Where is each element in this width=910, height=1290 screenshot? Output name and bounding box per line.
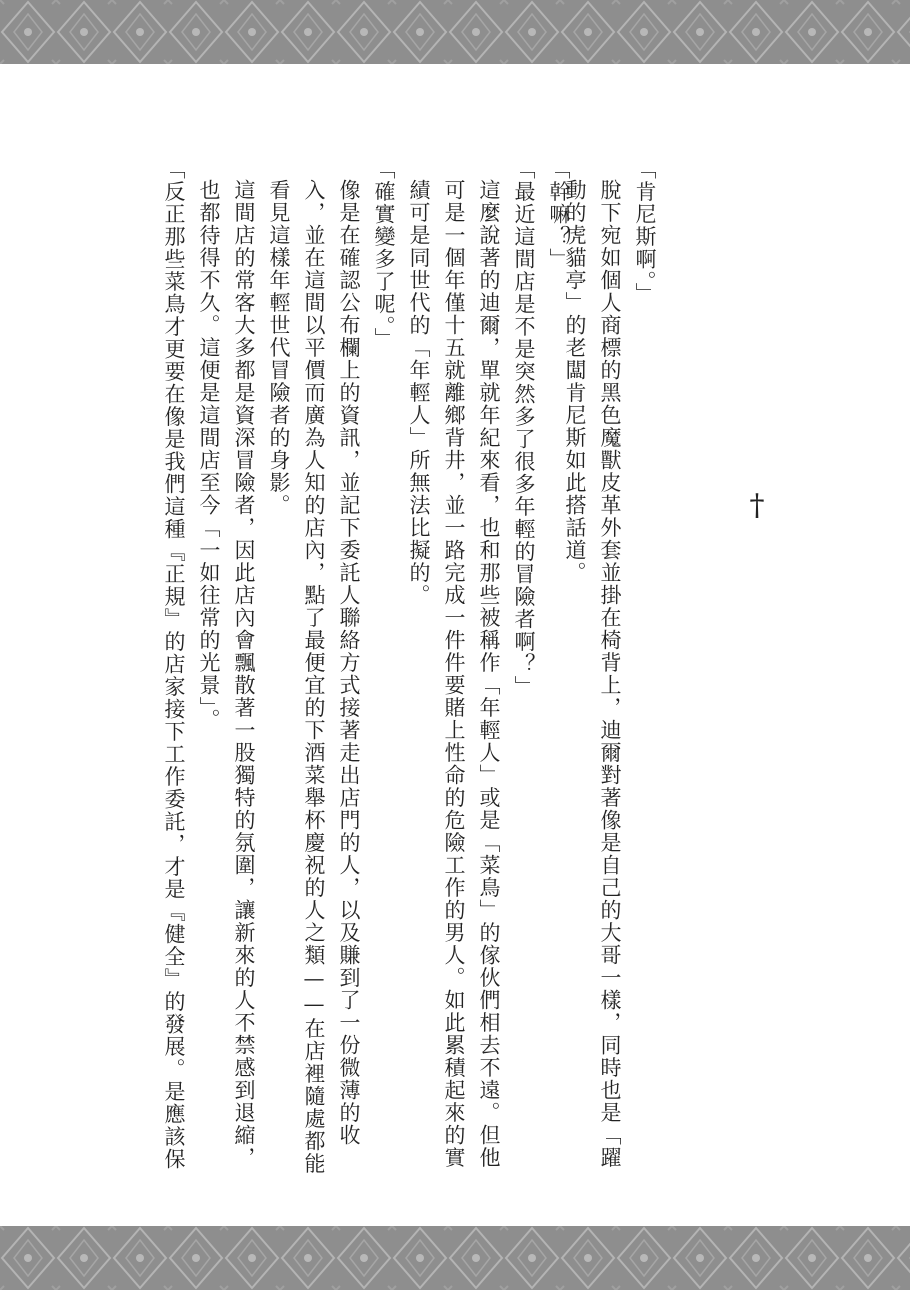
bottom-decorative-band bbox=[0, 1226, 910, 1290]
text-column-group-left bbox=[156, 158, 576, 1190]
top-decorative-band bbox=[0, 0, 910, 64]
paragraph: 這間店的常客大多都是資深冒險者，因此店內會飄散著一股獨特的氛圍，讓新來的人不禁感到退縮，也都待得不久。這便是這間店至今「一如往常的光景」。 bbox=[197, 179, 256, 1169]
section-break-dagger: † bbox=[749, 488, 765, 523]
paragraph: 脫下宛如個人商標的黑色魔獸皮革外套並掛在椅背上，迪爾對著像是自己的大哥一樣，同時也是「躍動的虎貓亭」的老闆肯尼斯如此搭話道。 bbox=[563, 179, 622, 1169]
paragraph: 像是在確認公布欄上的資訊，並記下委託人聯絡方式接著走出店門的人，以及賺到了一份微薄的收入，並在這間以平價而廣為人知的店內，點了最便宜的下酒菜舉杯慶祝的人之類——在店裡隨處都能看見這樣年輕世代冒險者的身影。 bbox=[267, 179, 361, 1175]
paragraph: 這麼說著的迪爾，單就年紀來看，也和那些被稱作「年輕人」或是「菜鳥」的傢伙們相去不遠。但他可是一個年僅十五就離鄉背井，並一路完成一件件要賭上性命的危險工作的男人。如此累積起來的實績可是同世代的「年輕人」所無法比擬的。 bbox=[407, 179, 501, 1169]
top-band-pattern bbox=[0, 0, 910, 64]
bottom-band-pattern bbox=[0, 1226, 910, 1290]
paragraph: 「反正那些菜鳥才更要在像是我們這種『正規』的店家接下工作委託，才是『健全』的發展。是應該保 bbox=[162, 158, 186, 1171]
paragraph: 「幹嘛？」 bbox=[547, 158, 571, 271]
paragraph: 「確實變多了呢。」 bbox=[372, 158, 396, 350]
paragraph: 「最近這間店是不是突然多了很多年輕的冒險者啊？」 bbox=[512, 158, 536, 698]
paragraph: 「肯尼斯啊。」 bbox=[633, 158, 657, 305]
